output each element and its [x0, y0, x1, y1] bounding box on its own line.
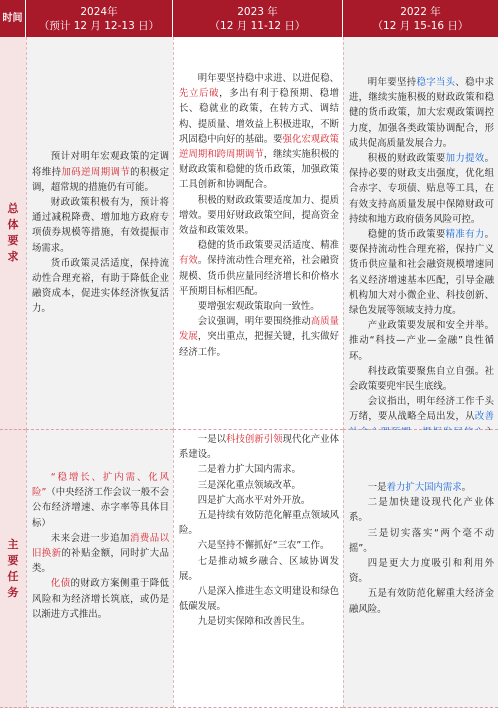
paragraph — [349, 227, 494, 318]
text-run: 。要保持流动性合理充裕，保持广义货币供应量和社会融资规模增速同名义经济增速基本匹配，引导金融机构加大对小微企业、科技创新、绿色发展等领域支持力度。 — [349, 229, 494, 317]
text-run: 积极的财政政策要 — [367, 153, 446, 165]
paragraph — [179, 538, 339, 553]
column-year: 2023 年 — [237, 5, 278, 18]
text-run: 的积极定调，超常规的措施仍有可能。 — [32, 166, 169, 193]
highlighted-text: 消费品以旧换新 — [32, 532, 169, 560]
paragraph — [32, 149, 169, 195]
column-year: 2022 年 — [400, 5, 441, 18]
text-run: 稳健的货币政策要 — [367, 229, 446, 241]
highlighted-text: 加力提效 — [445, 153, 485, 165]
paragraph — [179, 584, 339, 614]
paragraph — [179, 238, 339, 299]
cell-tasks-2024 — [26, 430, 173, 708]
paragraph — [179, 299, 339, 314]
text-run: 明年要坚持稳中求进、以进促稳、 — [197, 73, 339, 84]
paragraph — [179, 432, 339, 462]
column-header-2022 — [343, 0, 498, 37]
cell-overall-2022 — [343, 37, 498, 430]
paragraph — [349, 586, 494, 616]
highlighted-text: 改善 — [474, 411, 494, 423]
paragraph — [349, 495, 494, 525]
cell-tasks-2023 — [173, 430, 343, 708]
paragraph — [349, 318, 494, 364]
text-run: 。保持流动性合理充裕，社会融资规模、货币供应量同经济增长和价格水平预期目标相匹配。 — [179, 255, 339, 297]
paragraph — [179, 554, 339, 584]
text-run: 财政政策积极有为，预计将通过减税降费、增加地方政府专项债券规模等措施，有效提振市场需求。 — [32, 196, 169, 254]
text-run: 会议指出，明年经济工作千头万绪，要从战略全局出发，从 — [349, 396, 494, 423]
highlighted-text: 高质量发展 — [179, 316, 339, 343]
highlighted-text: 加码逆周期调节 — [61, 166, 131, 178]
text-run: 一是以 — [197, 434, 227, 445]
corner-label: 时间 — [2, 13, 23, 24]
text-run: 科技政策要聚焦自立自强。社会政策要兜牢民生底线。 — [349, 365, 494, 393]
text-run: 会议强调，明年要围绕推动 — [197, 316, 311, 328]
paragraph — [349, 526, 494, 556]
highlighted-text: 有效 — [179, 255, 198, 267]
paragraph — [179, 614, 339, 629]
highlighted-text: 强化宏观政策逆周期和跨周期调节 — [179, 133, 339, 161]
text-run: 要增强宏观政策取向一致性。 — [197, 301, 320, 313]
text-run: 、稳中求进，继续实施积极的财政政策和稳健的货币政策，加大宏观政策调控力度，加强各类政策协调配合，形成共促高质量发展合力。 — [349, 77, 494, 149]
text-run: 货币政策灵活适度，保持流动性合理充裕，有助于降低企业融资成本，促进实体经济恢复活力。 — [32, 257, 169, 315]
paragraph — [32, 576, 169, 622]
text-run: 一是 — [367, 482, 387, 493]
cell-overall-2024 — [26, 37, 173, 430]
text-run: 预计对明年宏观政策的定调将维持 — [32, 151, 169, 178]
corner-header — [0, 0, 26, 37]
text-run: 明年要坚持 — [367, 77, 417, 88]
text-run: 二是着力扩大国内需求。 — [197, 464, 301, 476]
text-run: ，多出有利于稳预期、稳增长、稳就业的政策，在转方式、调结构、提质量、增效益上积极进取，不断巩固稳中向好的基础。要 — [179, 88, 339, 145]
column-date: （12 月 15-16 日） — [372, 19, 469, 32]
paragraph — [32, 531, 169, 577]
text-run: 七是推动城乡融合、区域协调发展。 — [179, 555, 339, 582]
row-label-overall: 总体要求 — [0, 37, 26, 430]
paragraph — [349, 364, 494, 394]
text-run: 的补贴金额，同时扩大品类。 — [32, 548, 169, 575]
highlighted-text: 精准有力 — [445, 229, 485, 241]
paragraph — [349, 556, 494, 586]
highlighted-text: 科技创新引领 — [226, 434, 283, 445]
column-header-2023 — [173, 0, 343, 37]
text-run: ，继续实施积极的财政政策和稳健的货币政策，加强政策工具创新和协调配合。 — [179, 149, 339, 191]
text-run: 八是深入推进生态文明建设和绿色低碳发展。 — [179, 586, 339, 613]
paragraph — [349, 151, 494, 227]
highlighted-text: “稳增长、扩内需、化风险” — [32, 472, 169, 499]
text-run: 九是切实保障和改善民生。 — [197, 616, 311, 628]
paragraph — [179, 314, 339, 360]
text-run: 三是切实落实“两个毫不动摇”。 — [349, 527, 494, 554]
column-header-2024 — [26, 0, 173, 37]
paragraph — [179, 71, 339, 193]
text-run: 。保持必要的财政支出强度，优化组合赤字、专项债、贴息等工具，在有效支持高质量发展中保障财政可持续和地方政府债务风险可控。 — [349, 153, 494, 225]
text-run: （中央经济工作会议一般不会公布经济增速、赤字率等具体目标） — [32, 487, 169, 529]
paragraph — [32, 470, 169, 531]
highlighted-text: 稳字当头 — [416, 77, 456, 88]
column-date: （12 月 11-12 日） — [209, 19, 306, 32]
column-date: （预计 12 月 12-13 日） — [38, 19, 160, 32]
highlighted-text: 先立后破 — [179, 88, 220, 100]
text-run: 三是深化重点领域改革。 — [197, 479, 301, 491]
paragraph — [179, 193, 339, 239]
text-run: 二是加快建设现代化产业体系。 — [349, 497, 494, 524]
paragraph — [179, 462, 339, 477]
text-run: 五是持续有效防范化解重点领域风险。 — [179, 510, 339, 537]
text-run: 积极的财政政策要适度加力、提质增效。要用好财政政策空间，提高资金效益和政策效果。 — [179, 194, 339, 237]
paragraph — [179, 508, 339, 538]
text-run: 的财政方案侧重于降低风险和为经济增长筑底，或仍是以渐进方式推出。 — [32, 578, 169, 620]
text-run: 现代化产业体系建设。 — [179, 434, 339, 461]
text-run: 。 — [461, 482, 471, 493]
column-year: 2024年 — [80, 5, 118, 18]
cell-tasks-2022 — [343, 430, 498, 708]
text-run: 未来会进一步追加 — [50, 532, 130, 544]
cell-overall-2023 — [173, 37, 343, 430]
highlighted-text: 着力扩大国内需求 — [386, 482, 462, 493]
paragraph — [179, 493, 339, 508]
text-run: 产业政策要发展和安全并举。推动“科技—产业—金融”良性循环。 — [349, 320, 494, 362]
row-label-tasks: 主要任务 — [0, 430, 26, 708]
text-run: ，突出重点，把握关键，扎实做好经济工作。 — [179, 331, 339, 358]
text-run: 四是扩大高水平对外开放。 — [197, 494, 311, 506]
paragraph — [179, 478, 339, 493]
text-run: 四是更大力度吸引和利用外资。 — [349, 558, 494, 585]
paragraph — [349, 75, 494, 151]
text-run: 六是坚持不懈抓好“三农”工作。 — [197, 540, 330, 552]
text-run: 五是有效防范化解重大经济金融风险。 — [349, 588, 494, 615]
highlighted-text: 化债 — [50, 578, 71, 590]
paragraph — [349, 480, 494, 495]
paragraph — [32, 256, 169, 317]
text-run: 稳健的货币政策要灵活适度、精准 — [197, 240, 339, 252]
paragraph — [32, 195, 169, 256]
